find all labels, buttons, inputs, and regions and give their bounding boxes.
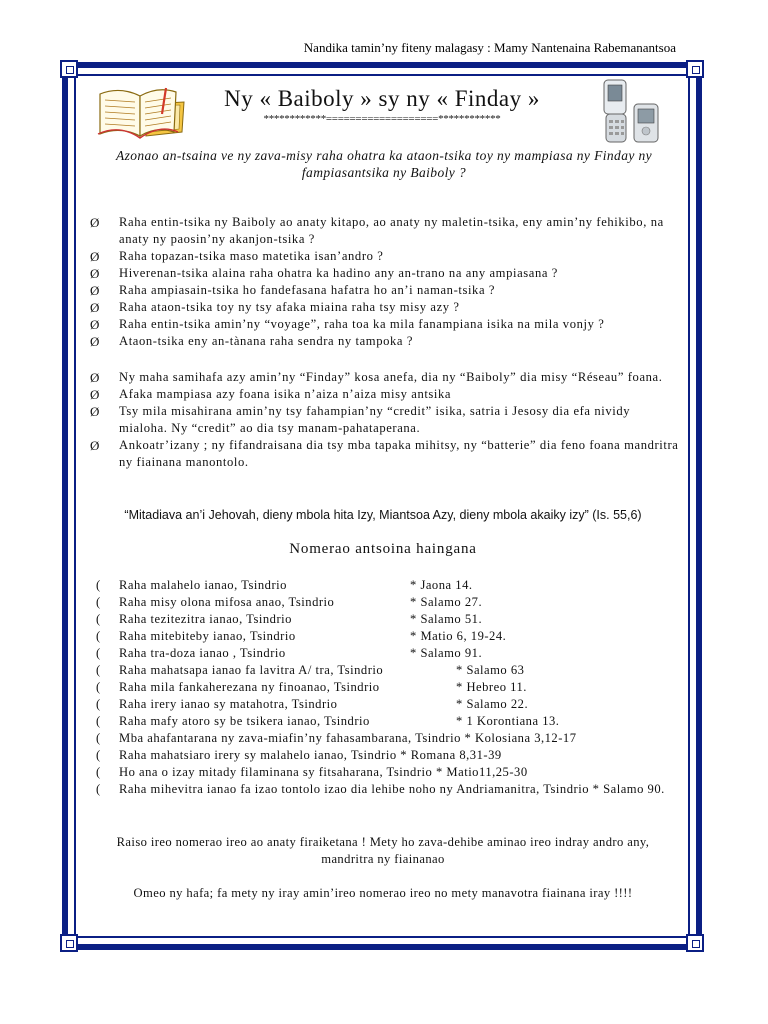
list-item <box>90 265 682 282</box>
number-row <box>96 713 686 730</box>
list-item <box>90 299 682 316</box>
title-separator: ************===================************ <box>263 113 501 125</box>
number-row-text: Ho ana o izay mitady filaminana sy fitsaharana, Tsindrio * Matio11,25-30 <box>119 765 528 779</box>
number-row <box>96 611 686 628</box>
situation-text: Raha tra-doza ianao , Tsindrio <box>119 646 286 660</box>
closing-paragraph-final: Omeo ny hafa; fa mety ny iray amin’ireo nomerao ireo no mety manavotra fiainana iray !!!! <box>133 886 633 900</box>
bullet-marker: Ø <box>90 370 100 385</box>
list-item-text: Raha entin-tsika ny Baiboly ao anaty kitapo, ao anaty ny maletin-tsika, eny amin’ny fehikibo, na anaty ny paosin’ny akanjon-tsika ? <box>119 215 664 246</box>
bullet-list-differences <box>90 369 682 471</box>
intro-question: Azonao an-tsaina ve ny zava-misy raha ohatra ka ataon-tsika toy ny mampiasa ny Finday ny fampiasantsika ny Baiboly ? <box>115 148 653 180</box>
bullet-marker: Ø <box>90 387 100 402</box>
list-item-text: Hiverenan-tsika alaina raha ohatra ka hadino any an-trano na any ampiasana ? <box>119 266 558 280</box>
number-row <box>96 730 686 747</box>
situation-text: Raha mila fankaherezana ny finoanao, Tsindrio <box>119 680 380 694</box>
section-subtitle: Nomerao antsoina haingana <box>289 541 477 557</box>
bullet-marker: Ø <box>90 215 100 230</box>
list-item <box>90 386 682 403</box>
verse-reference: * Salamo 22. <box>456 697 529 711</box>
list-item-text: Raha topazan-tsika maso matetika isan’andro ? <box>119 249 384 263</box>
number-row <box>96 679 686 696</box>
list-item <box>90 333 682 350</box>
number-row-text: Raha mahatsiaro irery sy malahelo ianao, Tsindrio * Romana 8,31-39 <box>119 748 502 762</box>
row-marker: ( <box>96 646 101 660</box>
closing-paragraph: Raiso ireo nomerao ireo ao anaty firaiketana ! Mety ho zava-dehibe aminao ireo indray andro any, mandritra ny fiainanao <box>116 835 650 866</box>
row-marker: ( <box>96 595 101 609</box>
bullet-marker: Ø <box>90 266 100 281</box>
page-border-inner <box>74 74 690 938</box>
verse-reference: * Salamo 91. <box>410 646 483 660</box>
situation-text: Raha misy olona mifosa anao, Tsindrio <box>119 595 335 609</box>
list-item <box>90 316 682 333</box>
bullet-marker: Ø <box>90 334 100 349</box>
page-title: Ny « Baiboly » sy ny « Finday » <box>224 86 540 111</box>
row-marker: ( <box>96 748 101 762</box>
row-marker: ( <box>96 714 101 728</box>
bullet-marker: Ø <box>90 283 100 298</box>
list-item-text: Raha ampiasain-tsika ho fandefasana hafatra ho an’i naman-tsika ? <box>119 283 496 297</box>
list-item <box>90 214 682 248</box>
number-row <box>96 645 686 662</box>
list-item <box>90 369 682 386</box>
list-item-text: Ny maha samihafa azy amin’ny “Finday” kosa anefa, dia ny “Baiboly” dia misy “Réseau” foana. <box>119 370 663 384</box>
number-row <box>96 781 686 798</box>
verse-reference: * 1 Korontiana 13. <box>456 714 560 728</box>
row-marker: ( <box>96 782 101 796</box>
bullet-marker: Ø <box>90 404 100 419</box>
bible-quote: “Mitadiava an’i Jehovah, dieny mbola hita Izy, Miantsoa Azy, dieny mbola akaiky izy” (Is. 55,6) <box>124 508 642 522</box>
border-corner-ornament <box>60 934 78 952</box>
verse-reference: * Jaona 14. <box>410 578 473 592</box>
bullet-marker: Ø <box>90 438 100 453</box>
bullet-marker: Ø <box>90 300 100 315</box>
border-corner-ornament <box>686 60 704 78</box>
number-row <box>96 696 686 713</box>
verse-reference: * Matio 6, 19-24. <box>410 629 507 643</box>
number-row <box>96 594 686 611</box>
number-row <box>96 764 686 781</box>
situation-text: Raha tezitezitra ianao, Tsindrio <box>119 612 292 626</box>
row-marker: ( <box>96 612 101 626</box>
row-marker: ( <box>96 697 101 711</box>
list-item-text: Raha entin-tsika amin’ny “voyage”, raha toa ka mila fanampiana isika na mila vonjy ? <box>119 317 605 331</box>
verse-reference: * Hebreo 11. <box>456 680 527 694</box>
verse-reference: * Salamo 63 <box>456 663 525 677</box>
border-corner-ornament <box>60 60 78 78</box>
list-item-text: Ataon-tsika eny an-tànana raha sendra ny tampoka ? <box>119 334 414 348</box>
list-item <box>90 437 682 471</box>
emergency-numbers-list <box>96 577 686 798</box>
list-item <box>90 248 682 265</box>
verse-reference: * Salamo 27. <box>410 595 483 609</box>
situation-text: Raha irery ianao sy matahotra, Tsindrio <box>119 697 338 711</box>
list-item-text: Tsy mila misahirana amin’ny tsy fahampian’ny “credit” isika, satria i Jesosy dia efa nividy mialoha. Ny “credit” ao dia tsy manam-pahataperana. <box>119 404 631 435</box>
list-item <box>90 282 682 299</box>
row-marker: ( <box>96 629 101 643</box>
border-corner-ornament <box>686 934 704 952</box>
number-row <box>96 747 686 764</box>
row-marker: ( <box>96 731 101 745</box>
list-item <box>90 403 682 437</box>
list-item-text: Afaka mampiasa azy foana isika n’aiza n’aiza misy antsika <box>119 387 452 401</box>
bullet-marker: Ø <box>90 317 100 332</box>
list-item-text: Raha ataon-tsika toy ny tsy afaka miaina raha tsy misy azy ? <box>119 300 460 314</box>
row-marker: ( <box>96 578 101 592</box>
number-row <box>96 662 686 679</box>
number-row <box>96 628 686 645</box>
number-row <box>96 577 686 594</box>
situation-text: Raha mafy atoro sy be tsikera ianao, Tsindrio <box>119 714 370 728</box>
row-marker: ( <box>96 765 101 779</box>
bullet-marker: Ø <box>90 249 100 264</box>
author-line: Nandika tamin’ny fiteny malagasy : Mamy Nantenaina Rabemanantsoa <box>303 40 676 55</box>
row-marker: ( <box>96 680 101 694</box>
number-row-text: Raha mihevitra ianao fa izao tontolo izao dia lehibe noho ny Andriamanitra, Tsindrio * Salamo 90. <box>119 782 665 796</box>
verse-reference: * Salamo 51. <box>410 612 483 626</box>
situation-text: Raha malahelo ianao, Tsindrio <box>119 578 287 592</box>
row-marker: ( <box>96 663 101 677</box>
number-row-text: Mba ahafantarana ny zava-miafin’ny fahasambarana, Tsindrio * Kolosiana 3,12-17 <box>119 731 577 745</box>
list-item-text: Ankoatr’izany ; ny fifandraisana dia tsy mba tapaka mihitsy, ny “batterie” dia feno foana mandritra ny fiainana manontolo. <box>119 438 679 469</box>
bullet-list-questions <box>90 214 682 350</box>
situation-text: Raha mahatsapa ianao fa lavitra A/ tra, Tsindrio <box>119 663 384 677</box>
situation-text: Raha mitebiteby ianao, Tsindrio <box>119 629 296 643</box>
